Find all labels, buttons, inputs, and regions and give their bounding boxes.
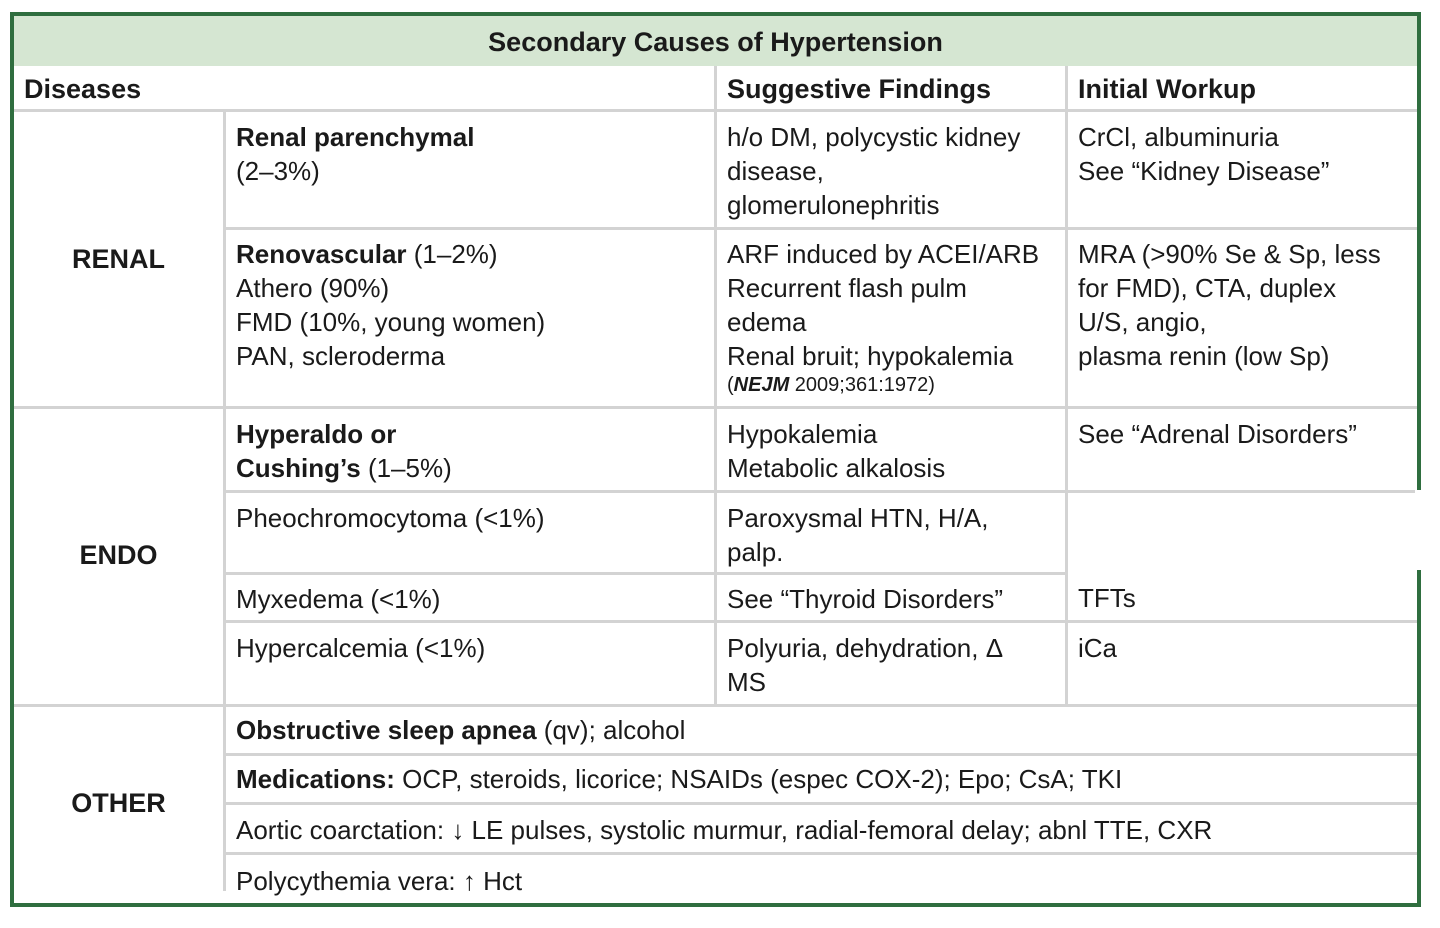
divider (226, 852, 1417, 855)
disease-hyperaldo-cushings: Hyperaldo or Cushing’s (1–5%) (236, 419, 452, 483)
workup-renal-parenchymal: CrCl, albuminuria See “Kidney Disease” (1078, 122, 1330, 186)
findings-pheochromocytoma: Paroxysmal HTN, H/A, palp. (727, 503, 989, 567)
findings-hyperaldo-cushings: Hypokalemia Metabolic alkalosis (727, 419, 946, 483)
workup-hyperaldo-cushings: See “Adrenal Disorders” (1078, 419, 1357, 449)
disease-renal-parenchymal: Renal parenchymal (2–3%) (236, 122, 475, 186)
other-polycythemia-vera: Polycythemia vera: ↑ Hct (236, 866, 523, 896)
disease-myxedema: Myxedema (<1%) (236, 584, 441, 614)
findings-renovascular: ARF induced by ACEI/ARB Recurrent flash pulm edema Renal bruit; hypokalemia (NEJM 2009;361:1972) (727, 237, 1067, 397)
other-sleep-apnea: Obstructive sleep apnea (qv); alcohol (236, 715, 686, 745)
category-other: OTHER (71, 788, 166, 818)
hypertension-table (10, 12, 1421, 907)
workup-hypercalcemia: iCa (1078, 633, 1118, 663)
disease-pheochromocytoma: Pheochromocytoma (<1%) (236, 503, 545, 533)
disease-renovascular: Renovascular (1–2%) Athero (90%) FMD (10%, young women) PAN, scleroderma (236, 239, 546, 371)
findings-myxedema: See “Thyroid Disorders” (727, 584, 1003, 614)
header-findings: Suggestive Findings (727, 74, 992, 104)
disease-hypercalcemia: Hypercalcemia (<1%) (236, 633, 486, 663)
border-gap (1415, 490, 1423, 570)
header-workup: Initial Workup (1078, 74, 1257, 104)
workup-myxedema: TFTs (1078, 583, 1136, 613)
divider (226, 753, 1417, 756)
divider (226, 802, 1417, 805)
divider (223, 111, 226, 891)
divider (226, 490, 1417, 493)
other-medications: Medications: OCP, steroids, licorice; NSAIDs (espec COX-2); Epo; CsA; TKI (236, 764, 1123, 794)
category-endo: ENDO (79, 540, 158, 570)
findings-hypercalcemia: Polyuria, dehydration, Δ MS (727, 633, 1004, 697)
divider (226, 227, 1417, 230)
other-aortic-coarctation: Aortic coarctation: ↓ LE pulses, systolic murmur, radial-femoral delay; abnl TTE, CXR (236, 815, 1213, 845)
category-renal: RENAL (72, 244, 165, 274)
divider (714, 66, 717, 707)
divider (226, 620, 1417, 623)
table-title: Secondary Causes of Hypertension (14, 16, 1417, 66)
header-diseases: Diseases (24, 74, 142, 104)
workup-renovascular: MRA (>90% Se & Sp, less for FMD), CTA, duplex U/S, angio, plasma renin (low Sp) (1078, 239, 1381, 371)
findings-renal-parenchymal: h/o DM, polycystic kidney disease, glomerulonephritis (727, 122, 1021, 220)
divider (226, 572, 1068, 575)
citation: (NEJM 2009;361:1972) (727, 374, 935, 396)
